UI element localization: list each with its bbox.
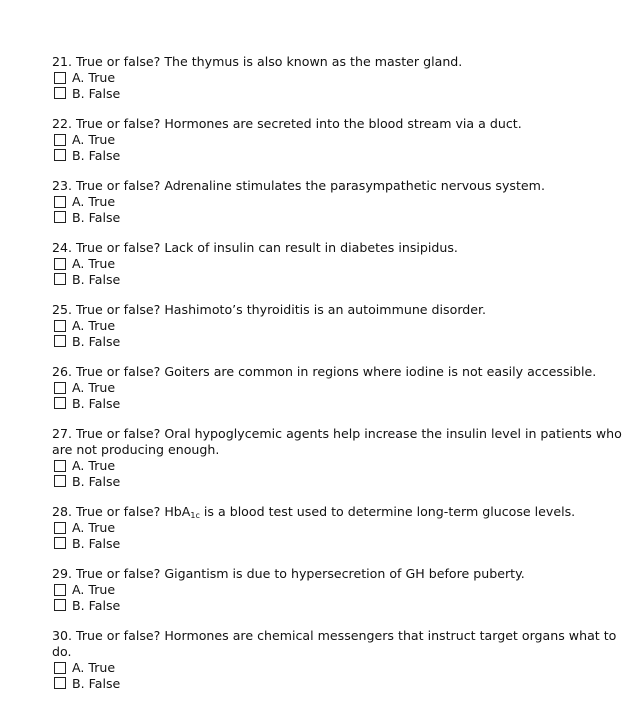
question-26 — [52, 364, 636, 411]
checkbox-icon[interactable] — [54, 320, 66, 332]
option-false[interactable] — [52, 598, 636, 614]
option-label: A. True — [72, 70, 116, 85]
quiz-questions — [52, 54, 636, 706]
question-prompt: 23. True or false? Adrenaline stimulates the parasympathetic nervous system. — [52, 178, 545, 193]
option-label: B. False — [72, 395, 121, 411]
option-true[interactable] — [52, 318, 636, 334]
option-label: A. True — [72, 582, 116, 597]
option-label: B. False — [72, 271, 121, 287]
option-label: A. True — [72, 380, 116, 395]
option-false[interactable] — [52, 474, 636, 490]
option-false[interactable] — [52, 676, 636, 692]
option-false[interactable] — [52, 334, 636, 350]
option-label: A. True — [72, 520, 116, 535]
prompt-text-after: is a blood test used to determine long-term glucose levels. — [199, 504, 576, 519]
option-true[interactable] — [52, 582, 636, 598]
option-true[interactable] — [52, 132, 636, 148]
option-label: B. False — [72, 209, 121, 225]
question-prompt — [52, 504, 636, 520]
question-29 — [52, 566, 636, 613]
checkbox-icon[interactable] — [54, 382, 66, 394]
option-true[interactable] — [52, 256, 636, 272]
question-21 — [52, 54, 636, 101]
option-true[interactable] — [52, 194, 636, 210]
option-false[interactable] — [52, 396, 636, 412]
option-false[interactable] — [52, 148, 636, 164]
prompt-text-before: 28. True or false? HbA — [52, 504, 191, 519]
question-30 — [52, 628, 636, 691]
question-28 — [52, 504, 636, 551]
option-label: A. True — [72, 458, 116, 473]
checkbox-icon[interactable] — [54, 677, 66, 689]
checkbox-icon[interactable] — [54, 211, 66, 223]
checkbox-icon[interactable] — [54, 134, 66, 146]
option-true[interactable] — [52, 660, 636, 676]
option-false[interactable] — [52, 272, 636, 288]
checkbox-icon[interactable] — [54, 584, 66, 596]
checkbox-icon[interactable] — [54, 149, 66, 161]
question-prompt: 25. True or false? Hashimoto’s thyroiditis is an autoimmune disorder. — [52, 302, 487, 317]
option-false[interactable] — [52, 536, 636, 552]
question-24 — [52, 240, 636, 287]
checkbox-icon[interactable] — [54, 460, 66, 472]
checkbox-icon[interactable] — [54, 335, 66, 347]
option-label: B. False — [72, 597, 121, 613]
option-true[interactable] — [52, 458, 636, 474]
option-label: A. True — [72, 194, 116, 209]
checkbox-icon[interactable] — [54, 397, 66, 409]
checkbox-icon[interactable] — [54, 662, 66, 674]
question-prompt: 21. True or false? The thymus is also known as the master gland. — [52, 54, 463, 69]
option-label: A. True — [72, 318, 116, 333]
option-label: A. True — [72, 132, 116, 147]
option-true[interactable] — [52, 380, 636, 396]
question-prompt: 22. True or false? Hormones are secreted into the blood stream via a duct. — [52, 116, 522, 131]
question-22 — [52, 116, 636, 163]
option-label: B. False — [72, 147, 121, 163]
checkbox-icon[interactable] — [54, 273, 66, 285]
option-label: B. False — [72, 473, 121, 489]
prompt-subscript: 1c — [190, 511, 200, 520]
option-label: B. False — [72, 675, 121, 691]
option-false[interactable] — [52, 86, 636, 102]
option-false[interactable] — [52, 210, 636, 226]
question-27 — [52, 426, 636, 489]
question-prompt: 26. True or false? Goiters are common in regions where iodine is not easily accessible. — [52, 364, 597, 379]
option-true[interactable] — [52, 70, 636, 86]
question-prompt: 30. True or false? Hormones are chemical messengers that instruct target organs what to do. — [52, 628, 617, 659]
question-prompt: 27. True or false? Oral hypoglycemic agents help increase the insulin level in patients who are not producing enough. — [52, 426, 622, 457]
option-label: A. True — [72, 660, 116, 675]
option-label: A. True — [72, 256, 116, 271]
question-prompt: 29. True or false? Gigantism is due to hypersecretion of GH before puberty. — [52, 566, 525, 581]
option-label: B. False — [72, 85, 121, 101]
checkbox-icon[interactable] — [54, 537, 66, 549]
option-label: B. False — [72, 535, 121, 551]
question-prompt: 24. True or false? Lack of insulin can result in diabetes insipidus. — [52, 240, 458, 255]
checkbox-icon[interactable] — [54, 196, 66, 208]
checkbox-icon[interactable] — [54, 599, 66, 611]
checkbox-icon[interactable] — [54, 475, 66, 487]
checkbox-icon[interactable] — [54, 87, 66, 99]
checkbox-icon[interactable] — [54, 72, 66, 84]
checkbox-icon[interactable] — [54, 522, 66, 534]
question-25 — [52, 302, 636, 349]
checkbox-icon[interactable] — [54, 258, 66, 270]
option-label: B. False — [72, 333, 121, 349]
option-true[interactable] — [52, 520, 636, 536]
question-23 — [52, 178, 636, 225]
